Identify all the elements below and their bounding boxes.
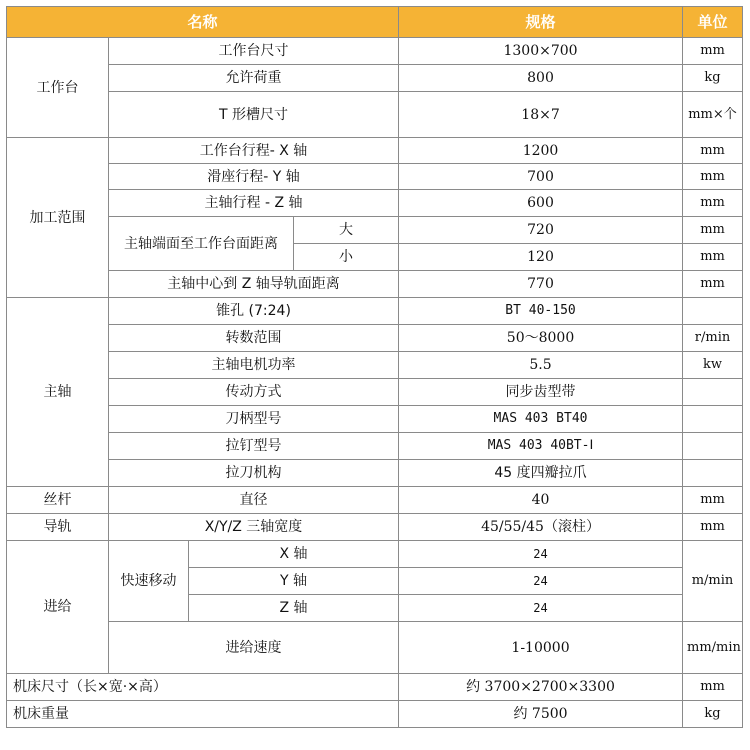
row-sublabel: Y 轴 — [189, 568, 399, 595]
row-label: 进给速度 — [109, 622, 399, 674]
row-unit — [683, 406, 743, 433]
table-row — [7, 271, 743, 298]
row-label: 拉刀机构 — [109, 460, 399, 487]
row-value: 40 — [399, 487, 683, 514]
row-unit: kw — [683, 352, 743, 379]
row-unit: mm — [683, 164, 743, 190]
row-value: MAS 403 BT40 — [399, 406, 683, 433]
row-value: 770 — [399, 271, 683, 298]
table-row — [7, 352, 743, 379]
row-value: 1200 — [399, 138, 683, 164]
row-unit: mm — [683, 138, 743, 164]
header-spec: 规格 — [399, 7, 683, 38]
table-row — [7, 514, 743, 541]
row-sublabel-min: 小 — [294, 244, 399, 271]
row-value: 18×7 — [399, 92, 683, 138]
table-row — [7, 298, 743, 325]
table-row — [7, 164, 743, 190]
row-label: 主轴电机功率 — [109, 352, 399, 379]
row-value: 24 — [399, 595, 683, 622]
group-screw: 丝杆 — [7, 487, 109, 514]
row-unit: mm — [683, 514, 743, 541]
row-value: 24 — [399, 541, 683, 568]
header-unit: 单位 — [683, 7, 743, 38]
row-value: MAS 403 40BT-Ⅰ — [399, 433, 683, 460]
row-unit — [683, 460, 743, 487]
row-unit: mm×个 — [683, 92, 743, 138]
row-unit: kg — [683, 65, 743, 92]
table-row — [7, 622, 743, 674]
table-row — [7, 190, 743, 217]
row-unit — [683, 379, 743, 406]
row-sublabel: X 轴 — [189, 541, 399, 568]
group-worktable: 工作台 — [7, 38, 109, 138]
row-label: T 形槽尺寸 — [109, 92, 399, 138]
table-row — [7, 138, 743, 164]
group-spindle: 主轴 — [7, 298, 109, 487]
row-label: 转数范围 — [109, 325, 399, 352]
header-name: 名称 — [7, 7, 399, 38]
table-row — [7, 217, 743, 244]
row-value: 约 3700×2700×3300 — [399, 674, 683, 701]
row-unit: mm — [683, 487, 743, 514]
row-unit: r/min — [683, 325, 743, 352]
row-label-nose-distance: 主轴端面至工作台面距离 — [109, 217, 294, 271]
row-unit — [683, 433, 743, 460]
row-label: 主轴中心到 Z 轴导轨面距离 — [109, 271, 399, 298]
row-value: 1-10000 — [399, 622, 683, 674]
table-row — [7, 541, 743, 568]
row-label: 工作台行程- X 轴 — [109, 138, 399, 164]
spec-table — [6, 6, 743, 728]
row-value: 120 — [399, 244, 683, 271]
spec-table-wrapper — [6, 6, 743, 728]
row-label-weight: 机床重量 — [7, 701, 399, 728]
row-sublabel: Z 轴 — [189, 595, 399, 622]
table-row — [7, 325, 743, 352]
row-label: 工作台尺寸 — [109, 38, 399, 65]
table-row — [7, 487, 743, 514]
row-unit: mm — [683, 217, 743, 244]
row-label: 滑座行程- Y 轴 — [109, 164, 399, 190]
row-value: 50～8000 — [399, 325, 683, 352]
table-row — [7, 379, 743, 406]
row-label: 主轴行程 - Z 轴 — [109, 190, 399, 217]
row-unit: mm — [683, 674, 743, 701]
row-value: 45/55/45（滚柱） — [399, 514, 683, 541]
table-row — [7, 460, 743, 487]
row-unit: kg — [683, 701, 743, 728]
row-value: 5.5 — [399, 352, 683, 379]
row-label: 直径 — [109, 487, 399, 514]
group-guide: 导轨 — [7, 514, 109, 541]
row-value: 700 — [399, 164, 683, 190]
row-sublabel-max: 大 — [294, 217, 399, 244]
row-label: 拉钉型号 — [109, 433, 399, 460]
row-label: X/Y/Z 三轴宽度 — [109, 514, 399, 541]
table-row — [7, 92, 743, 138]
row-value: 24 — [399, 568, 683, 595]
table-row — [7, 406, 743, 433]
row-value: BT 40-150 — [399, 298, 683, 325]
row-label-rapid: 快速移动 — [109, 541, 189, 622]
group-range: 加工范围 — [7, 138, 109, 298]
row-label-dims: 机床尺寸（长×宽·×高） — [7, 674, 399, 701]
table-row — [7, 38, 743, 65]
row-unit: mm — [683, 190, 743, 217]
row-label: 刀柄型号 — [109, 406, 399, 433]
row-unit: mm — [683, 38, 743, 65]
table-row — [7, 674, 743, 701]
group-feed: 进给 — [7, 541, 109, 674]
row-unit-rapid: m/min — [683, 541, 743, 622]
row-unit: mm — [683, 244, 743, 271]
row-label: 允许荷重 — [109, 65, 399, 92]
row-unit: mm/min — [683, 622, 743, 674]
row-unit: mm — [683, 271, 743, 298]
row-value: 约 7500 — [399, 701, 683, 728]
row-label: 传动方式 — [109, 379, 399, 406]
table-row — [7, 65, 743, 92]
header-row — [7, 7, 743, 38]
row-value: 45 度四瓣拉爪 — [399, 460, 683, 487]
row-value: 1300×700 — [399, 38, 683, 65]
table-row — [7, 433, 743, 460]
row-unit — [683, 298, 743, 325]
row-value: 800 — [399, 65, 683, 92]
row-value: 600 — [399, 190, 683, 217]
row-value: 同步齿型带 — [399, 379, 683, 406]
table-row — [7, 701, 743, 728]
row-label: 锥孔 (7:24) — [109, 298, 399, 325]
row-value: 720 — [399, 217, 683, 244]
